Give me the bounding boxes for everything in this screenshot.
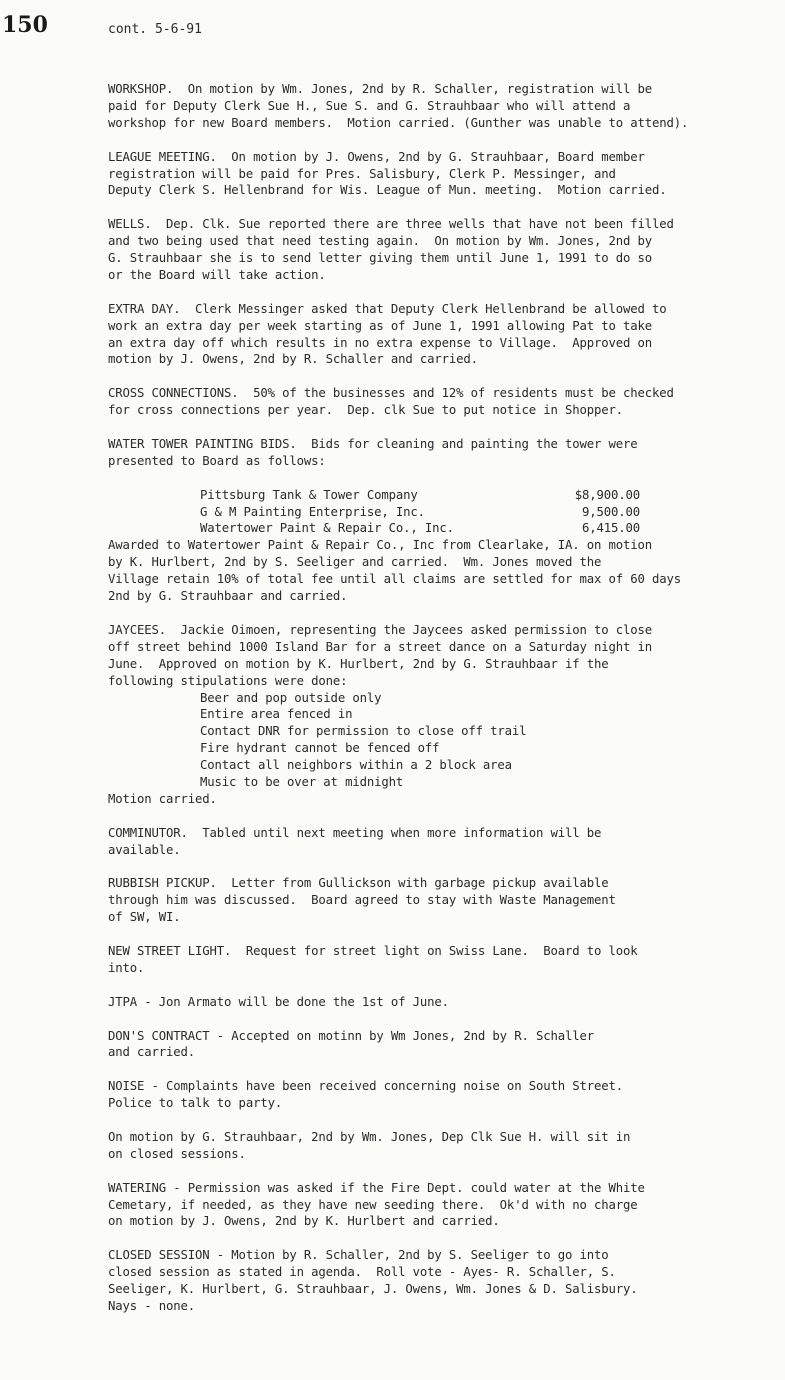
bid-row xyxy=(108,504,780,521)
paragraph-line: On motion by G. Strauhbaar, 2nd by Wm. Jones, Dep Clk Sue H. will sit in xyxy=(108,1129,631,1144)
bid-company: G & M Painting Enterprise, Inc. xyxy=(200,504,425,519)
paragraph-line: and two being used that need testing again. On motion by Wm. Jones, 2nd by xyxy=(108,234,653,249)
bid-row xyxy=(108,520,780,537)
minutes-body xyxy=(108,81,780,1315)
paragraph-line: by K. Hurlbert, 2nd by S. Seeliger and carried. Wm. Jones moved the xyxy=(108,555,602,570)
stipulation-item: Contact all neighbors within a 2 block area xyxy=(200,758,512,773)
paragraph-line: off street behind 1000 Island Bar for a street dance on a Saturday night in xyxy=(108,639,653,654)
jaycees-paragraph xyxy=(108,622,780,808)
paragraph-line: Seeliger, K. Hurlbert, G. Strauhbaar, J. Owens, Wm. Jones & D. Salisbury. xyxy=(108,1282,638,1297)
paragraph-line: Nays - none. xyxy=(108,1299,196,1313)
water-tower-paragraph xyxy=(108,436,780,605)
paragraph-line: NEW STREET LIGHT. Request for street light on Swiss Lane. Board to look xyxy=(108,944,638,959)
stipulation-item: Fire hydrant cannot be fenced off xyxy=(200,741,440,756)
league-meeting-paragraph xyxy=(108,149,780,200)
continuation-date: cont. 5-6-91 xyxy=(108,22,202,37)
workshop-paragraph xyxy=(108,81,780,132)
paragraph-line: paid for Deputy Clerk Sue H., Sue S. and G. Strauhbaar who will attend a xyxy=(108,98,631,113)
paragraph-line: presented to Board as follows: xyxy=(108,453,326,468)
noise-paragraph xyxy=(108,1078,780,1112)
paragraph-line: of SW, WI. xyxy=(108,910,181,925)
paragraph-line: Cemetary, if needed, as they have new seeding there. Ok'd with no charge xyxy=(108,1197,638,1212)
stipulation-item: Beer and pop outside only xyxy=(200,690,382,705)
paragraph-line: into. xyxy=(108,960,145,975)
paragraph-line: LEAGUE MEETING. On motion by J. Owens, 2nd by G. Strauhbaar, Board member xyxy=(108,149,645,164)
paragraph-line: on motion by J. Owens, 2nd by K. Hurlbert and carried. xyxy=(108,1214,500,1229)
bid-company: Watertower Paint & Repair Co., Inc. xyxy=(200,521,454,536)
paragraph-line: Police to talk to party. xyxy=(108,1096,283,1111)
paragraph-line: work an extra day per week starting as of June 1, 1991 allowing Pat to take xyxy=(108,318,653,333)
paragraph-line: an extra day off which results in no extra expense to Village. Approved on xyxy=(108,335,653,350)
bid-company: Pittsburg Tank & Tower Company xyxy=(200,487,418,502)
paragraph-line: through him was discussed. Board agreed to stay with Waste Management xyxy=(108,893,616,908)
paragraph-line: WATERING - Permission was asked if the Fire Dept. could water at the White xyxy=(108,1180,645,1195)
paragraph-line: WATER TOWER PAINTING BIDS. Bids for cleaning and painting the tower were xyxy=(108,436,638,451)
street-light-paragraph xyxy=(108,943,780,977)
paragraph-line: Village retain 10% of total fee until all claims are settled for max of 60 days xyxy=(108,572,682,587)
closed-sessions-motion-paragraph xyxy=(108,1129,780,1163)
paragraph-line: June. Approved on motion by K. Hurlbert, 2nd by G. Strauhbaar if the xyxy=(108,656,609,671)
paragraph-line: registration will be paid for Pres. Salisbury, Clerk P. Messinger, and xyxy=(108,166,616,181)
paragraph-line: available. xyxy=(108,842,181,857)
rubbish-pickup-paragraph xyxy=(108,875,780,926)
paragraph-line: CLOSED SESSION - Motion by R. Schaller, 2nd by S. Seeliger to go into xyxy=(108,1248,609,1263)
jtpa-paragraph xyxy=(108,994,780,1011)
bid-amount: $8,900.00 xyxy=(574,487,640,502)
stipulation-item: Entire area fenced in xyxy=(200,707,353,722)
paragraph-line: 2nd by G. Strauhbaar and carried. xyxy=(108,589,348,604)
paragraph-line: DON'S CONTRACT - Accepted on motinn by Wm Jones, 2nd by R. Schaller xyxy=(108,1028,594,1043)
bid-amount: 6,415.00 xyxy=(581,521,640,536)
paragraph-line: following stipulations were done: xyxy=(108,673,348,688)
comminutor-paragraph xyxy=(108,825,780,859)
paragraph-line: motion by J. Owens, 2nd by R. Schaller and carried. xyxy=(108,352,478,367)
paragraph-line: on closed sessions. xyxy=(108,1146,246,1161)
paragraph-line: and carried. xyxy=(108,1045,196,1060)
paragraph-line: G. Strauhbaar she is to send letter giving them until June 1, 1991 to do so xyxy=(108,251,653,266)
paragraph-line: Awarded to Watertower Paint & Repair Co., Inc from Clearlake, IA. on motion xyxy=(108,538,653,553)
page-number: 150 xyxy=(2,12,48,38)
paragraph-line: WELLS. Dep. Clk. Sue reported there are three wells that have not been filled xyxy=(108,217,674,232)
wells-paragraph xyxy=(108,216,780,284)
paragraph-line: for cross connections per year. Dep. clk Sue to put notice in Shopper. xyxy=(108,403,623,418)
paragraph-line: WORKSHOP. On motion by Wm. Jones, 2nd by R. Schaller, registration will be xyxy=(108,82,653,96)
dons-contract-paragraph xyxy=(108,1028,780,1062)
paragraph-line: Deputy Clerk S. Hellenbrand for Wis. League of Mun. meeting. Motion carried. xyxy=(108,183,667,198)
closed-session-paragraph xyxy=(108,1247,780,1315)
paragraph-line: workshop for new Board members. Motion carried. (Gunther was unable to attend). xyxy=(108,115,689,130)
watering-paragraph xyxy=(108,1180,780,1231)
paragraph-line: EXTRA DAY. Clerk Messinger asked that Deputy Clerk Hellenbrand be allowed to xyxy=(108,301,667,316)
paragraph-line: RUBBISH PICKUP. Letter from Gullickson with garbage pickup available xyxy=(108,876,609,891)
paragraph-line: COMMINUTOR. Tabled until next meeting when more information will be xyxy=(108,825,602,840)
paragraph-line: JTPA - Jon Armato will be done the 1st of June. xyxy=(108,994,449,1009)
paragraph-line: CROSS CONNECTIONS. 50% of the businesses and 12% of residents must be checked xyxy=(108,386,674,401)
stipulation-item: Music to be over at midnight xyxy=(200,775,404,790)
cross-connections-paragraph xyxy=(108,385,780,419)
bid-amount: 9,500.00 xyxy=(581,504,640,519)
paragraph-line: NOISE - Complaints have been received concerning noise on South Street. xyxy=(108,1079,623,1094)
extra-day-paragraph xyxy=(108,301,780,369)
stipulation-item: Contact DNR for permission to close off trail xyxy=(200,724,527,739)
paragraph-line: JAYCEES. Jackie Oimoen, representing the Jaycees asked permission to close xyxy=(108,622,653,637)
paragraph-line: Motion carried. xyxy=(108,791,217,806)
paragraph-line: closed session as stated in agenda. Roll vote - Ayes- R. Schaller, S. xyxy=(108,1265,616,1280)
bid-row xyxy=(108,487,780,504)
paragraph-line: or the Board will take action. xyxy=(108,267,326,282)
